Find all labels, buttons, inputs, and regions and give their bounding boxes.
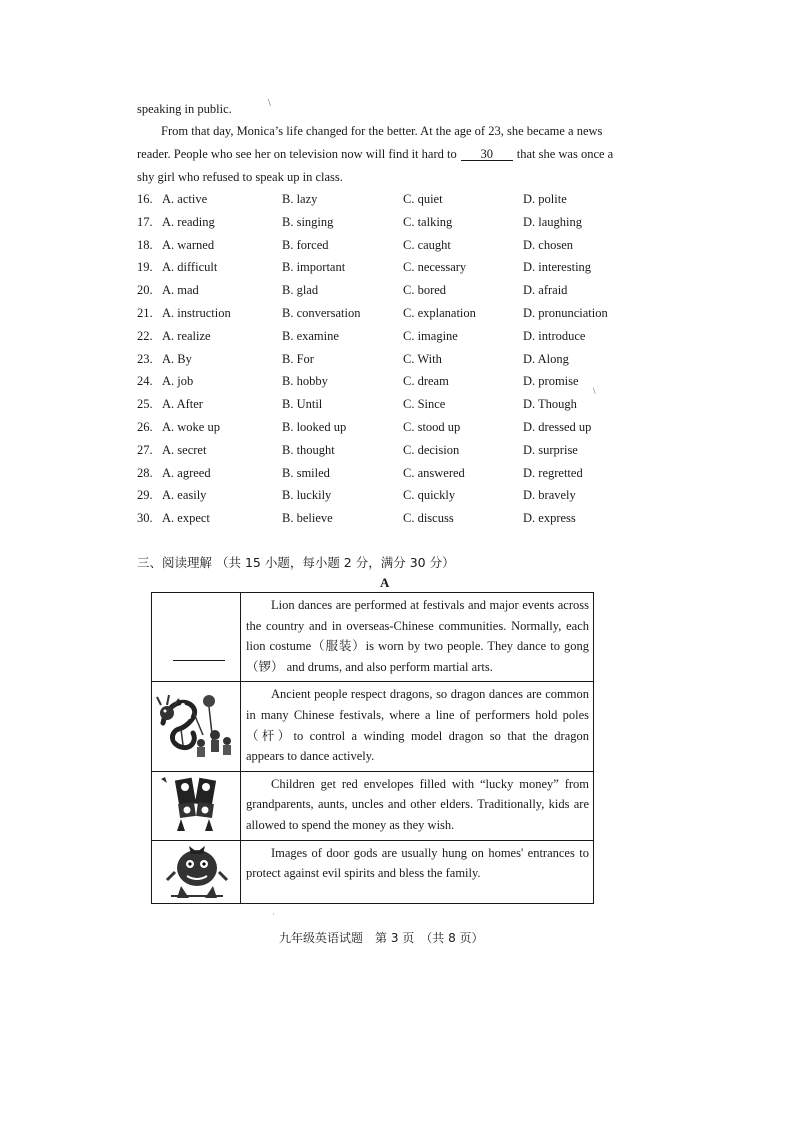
option-a: A. active <box>162 192 208 206</box>
blank-answer-line <box>173 660 225 661</box>
question-row <box>137 329 617 352</box>
option-a: A. expect <box>162 511 210 526</box>
option-a: A. After <box>162 397 203 412</box>
option-d: D. dressed up <box>523 419 592 434</box>
question-number: 17. <box>137 214 153 229</box>
option-c: C. discuss <box>403 511 454 526</box>
page-footer: 九年级英语试题 第 3 页 （共 8 页） <box>279 931 484 945</box>
question-row <box>137 443 617 466</box>
scan-mark: \ <box>268 98 271 109</box>
row-text: Lion dances are performed at festivals and major events across the country and in overseas-Chinese communities. Normally, each lion costume（服装）is worn by two people. They dance to gong（锣） and drums, and also perform martial arts. <box>241 593 594 682</box>
option-d: D. Though <box>523 397 577 412</box>
question-row <box>137 192 617 215</box>
option-a: A. easily <box>162 488 207 503</box>
option-d: D. pronunciation <box>523 305 608 320</box>
table-row <box>152 682 594 771</box>
question-number: 21. <box>137 305 153 320</box>
table-row <box>152 593 594 682</box>
question-row <box>137 215 617 238</box>
question-number: 27. <box>137 442 153 457</box>
question-number: 18. <box>137 237 153 252</box>
option-b: B. smiled <box>282 465 330 480</box>
row-text: Images of door gods are usually hung on homes' entrances to protect against evil spirits and bless the family. <box>241 840 594 903</box>
option-b: B. believe <box>282 511 333 526</box>
question-number: 26. <box>137 419 153 434</box>
question-number: 16. <box>137 192 153 206</box>
option-d: D. polite <box>523 192 567 206</box>
question-number: 29. <box>137 488 153 503</box>
option-b: B. thought <box>282 442 335 457</box>
option-d: D. chosen <box>523 237 573 252</box>
scan-mark: \ <box>593 386 596 396</box>
dragon-dance-icon <box>153 683 239 765</box>
passage-text: that she was once a <box>516 147 614 161</box>
option-d: D. regretted <box>523 465 583 480</box>
option-c: C. quickly <box>403 488 456 503</box>
option-b: B. lazy <box>282 192 318 206</box>
option-a: A. By <box>162 351 192 366</box>
passage-line: shy girl who refused to speak up in class. <box>137 170 343 184</box>
option-d: D. laughing <box>523 214 583 229</box>
door-god-icon <box>153 842 239 902</box>
option-d: D. surprise <box>523 442 578 457</box>
question-row <box>137 283 617 306</box>
option-c: C. quiet <box>403 192 443 206</box>
row-text: Children get red envelopes filled with “lucky money” from grandparents, aunts, uncles and other elders. Traditionally, kids are allowed to spend the money as they wish. <box>241 771 594 840</box>
question-row <box>137 374 617 397</box>
option-b: B. conversation <box>282 305 361 320</box>
image-cell <box>152 593 241 682</box>
question-row <box>137 306 617 329</box>
option-a: A. job <box>162 374 194 389</box>
table-row <box>152 771 594 840</box>
option-b: B. important <box>282 260 346 275</box>
part-letter: A <box>380 575 390 590</box>
question-number: 19. <box>137 260 153 275</box>
option-c: C. decision <box>403 442 460 457</box>
festival-table <box>151 592 594 904</box>
option-d: D. interesting <box>523 260 592 275</box>
options-list <box>137 192 617 534</box>
question-row <box>137 511 617 534</box>
option-c: C. necessary <box>403 260 467 275</box>
question-number: 30. <box>137 511 153 526</box>
table-row <box>152 840 594 903</box>
option-a: A. difficult <box>162 260 218 275</box>
question-number: 20. <box>137 283 153 298</box>
option-d: D. promise <box>523 374 579 389</box>
option-a: A. instruction <box>162 305 231 320</box>
option-a: A. secret <box>162 442 207 457</box>
option-a: A. reading <box>162 214 215 229</box>
option-d: D. afraid <box>523 283 568 298</box>
option-a: A. realize <box>162 328 211 343</box>
option-b: B. examine <box>282 328 339 343</box>
passage-line: From that day, Monica’s life changed for the better. At the age of 23, she became a news <box>161 124 603 138</box>
question-number: 25. <box>137 397 153 412</box>
option-c: C. bored <box>403 283 447 298</box>
image-cell <box>152 682 241 771</box>
section-title: 三、阅读理解 （共 15 小题，每小题 2 分，满分 30 分） <box>137 555 455 570</box>
question-number: 28. <box>137 465 153 480</box>
image-cell <box>152 840 241 903</box>
option-c: C. explanation <box>403 305 476 320</box>
option-c: C. caught <box>403 237 451 252</box>
question-row <box>137 238 617 261</box>
option-c: C. imagine <box>403 328 458 343</box>
image-cell <box>152 771 241 840</box>
option-c: C. answered <box>403 465 465 480</box>
option-c: C. talking <box>403 214 453 229</box>
option-b: B. Until <box>282 397 323 412</box>
option-c: C. Since <box>403 397 446 412</box>
question-row <box>137 466 617 489</box>
passage-line: speaking in public. <box>137 102 232 116</box>
option-a: A. mad <box>162 283 199 298</box>
question-row <box>137 420 617 443</box>
question-number: 24. <box>137 374 153 389</box>
option-b: B. singing <box>282 214 334 229</box>
row-text: Ancient people respect dragons, so dragon dances are common in many Chinese festivals, where a line of performers hold poles（杆）to control a winding model dragon so that the dragon appears to dance actively. <box>241 682 594 771</box>
scan-mark: · <box>272 910 275 919</box>
option-c: C. With <box>403 351 442 366</box>
question-number: 23. <box>137 351 153 366</box>
option-b: B. luckily <box>282 488 332 503</box>
option-d: D. express <box>523 511 576 526</box>
option-d: D. Along <box>523 351 569 366</box>
option-d: D. bravely <box>523 488 576 503</box>
option-b: B. forced <box>282 237 329 252</box>
option-a: A. warned <box>162 237 215 252</box>
option-a: A. agreed <box>162 465 211 480</box>
option-c: C. stood up <box>403 419 461 434</box>
option-a: A. woke up <box>162 419 220 434</box>
option-d: D. introduce <box>523 328 586 343</box>
red-envelope-icon <box>153 773 239 833</box>
question-row <box>137 397 617 420</box>
question-row <box>137 352 617 375</box>
question-row <box>137 260 617 283</box>
answer-blank: 30 <box>461 148 513 161</box>
question-row <box>137 488 617 511</box>
option-c: C. dream <box>403 374 449 389</box>
option-b: B. For <box>282 351 314 366</box>
option-b: B. looked up <box>282 419 347 434</box>
option-b: B. glad <box>282 283 319 298</box>
passage-text: reader. People who see her on television now will find it hard to <box>137 147 457 161</box>
question-number: 22. <box>137 328 153 343</box>
passage-line <box>137 147 613 162</box>
option-b: B. hobby <box>282 374 328 389</box>
